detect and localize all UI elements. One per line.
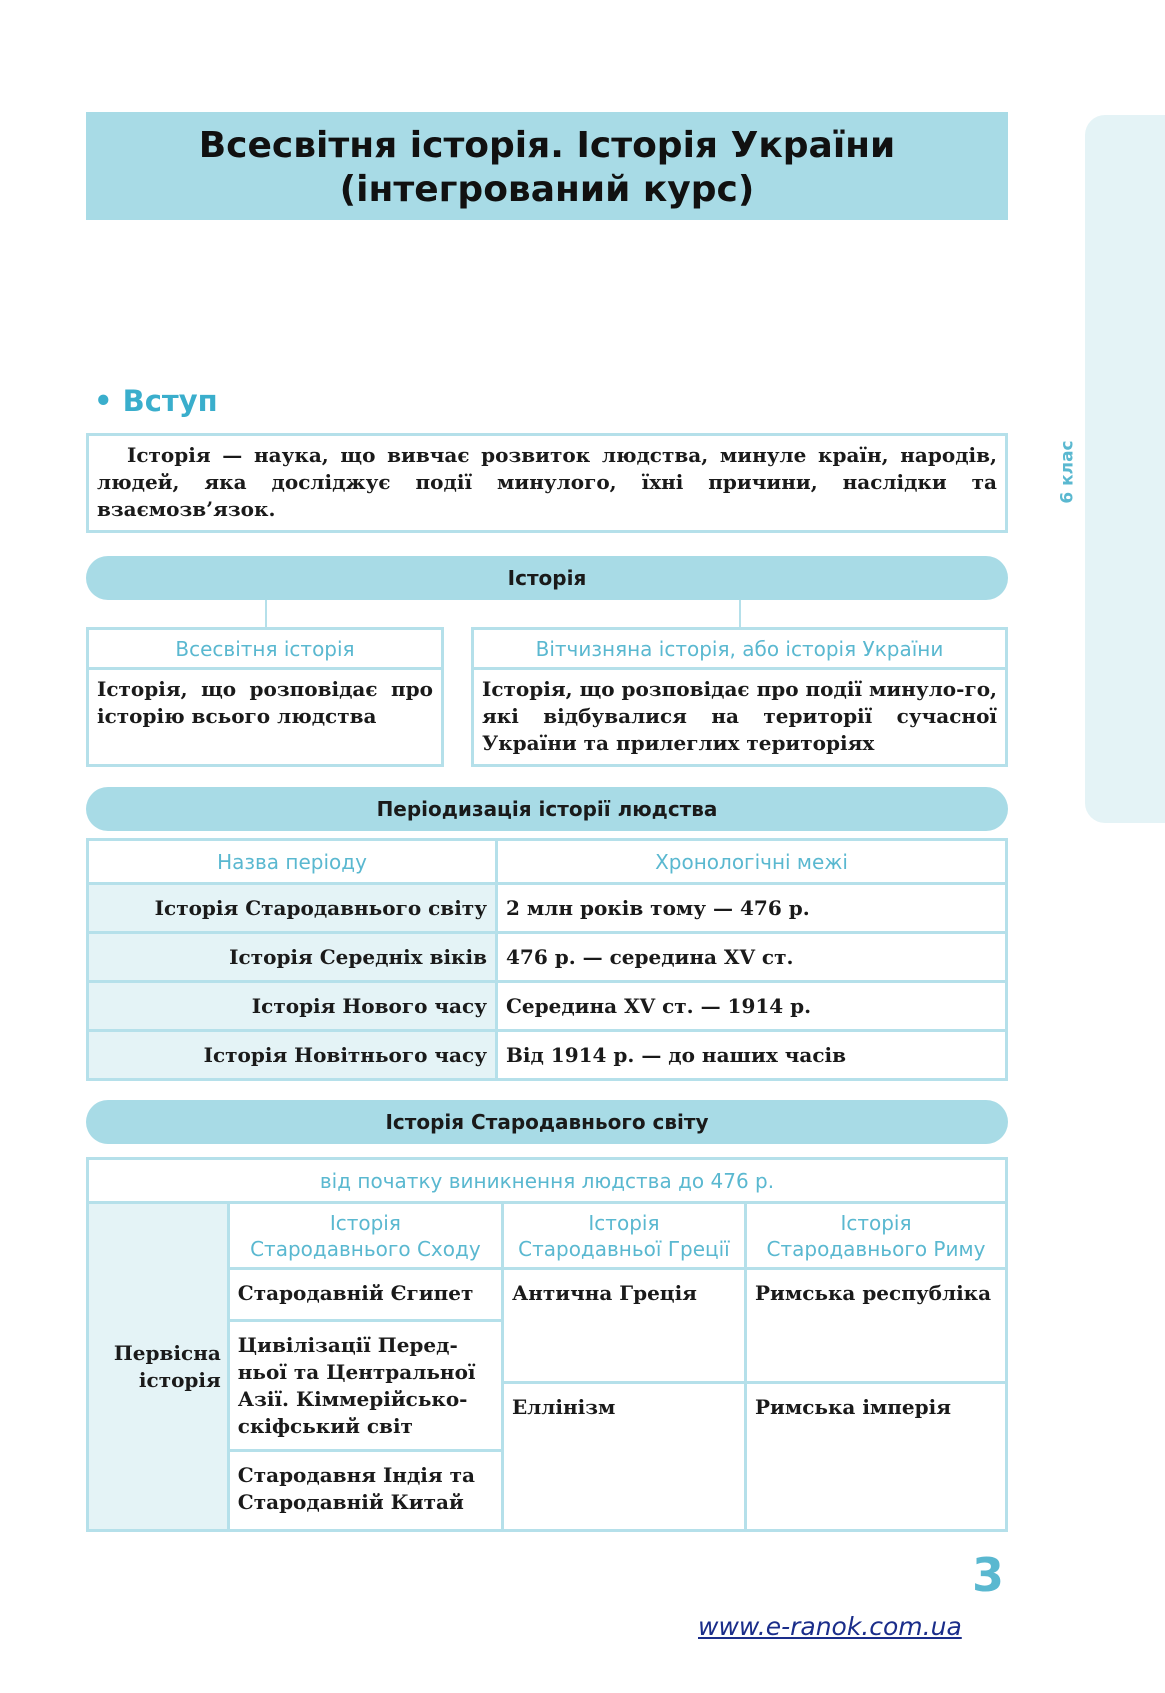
page-title <box>86 112 1008 220</box>
side-tab <box>1085 115 1165 823</box>
world-history-text: Історія, що розповідає про історію всього людства <box>97 677 433 728</box>
period-range: 476 р. — середина XV ст. <box>497 933 1007 982</box>
title-line-2: (інтегрований курс) <box>339 169 755 210</box>
definition-box <box>86 433 1008 533</box>
ancient-span-row <box>88 1159 1007 1203</box>
period-name: Історія Нового часу <box>88 982 497 1031</box>
column-header-range: Хронологічні межі <box>497 840 1007 884</box>
national-history-box <box>471 627 1008 767</box>
east-cell: Стародавня Індія та Стародавній Китай <box>228 1451 502 1531</box>
national-history-text: Історія, що розповідає про події минуло-го, які відбувалися на території сучасної України та прилеглих територіях <box>482 677 997 755</box>
period-range: Від 1914 р. — до наших часів <box>497 1031 1007 1080</box>
periodization-head-row <box>88 840 1007 884</box>
primitive-history: Первісна історія <box>88 1203 229 1531</box>
ancient-columns-row <box>88 1203 1007 1269</box>
ancient-header: Історія Стародавнього світу <box>86 1100 1008 1144</box>
east-cell: Стародавній Єгипет <box>228 1269 502 1321</box>
ancient-span: від початку виникнення людства до 476 р. <box>88 1159 1007 1203</box>
table-row <box>88 884 1007 933</box>
period-name: Історія Новітнього часу <box>88 1031 497 1080</box>
grade-label <box>1048 432 1088 512</box>
ancient-table <box>86 1157 1008 1532</box>
period-name: Історія Середніх віків <box>88 933 497 982</box>
column-header-greece: Історія Стародавньої Греції <box>502 1203 745 1269</box>
column-header-rome: Історія Стародавнього Риму <box>745 1203 1006 1269</box>
definition-text: Історія — наука, що вивчає розвиток людства, минуле країн, народів, людей, яка досліджує події минулого, їхні причини, наслідки та взаємозв’язок. <box>97 443 997 521</box>
period-name: Історія Стародавнього світу <box>88 884 497 933</box>
period-range: Середина XV ст. — 1914 р. <box>497 982 1007 1031</box>
periodization-table <box>86 838 1008 1081</box>
column-header-east: Історія Стародавнього Сходу <box>228 1203 502 1269</box>
table-row <box>88 982 1007 1031</box>
rome-cell: Римська республіка <box>745 1269 1006 1383</box>
east-cell: Цивілізації Перед-ньої та Центральної Азії. Кіммерійсько-скіфський світ <box>228 1321 502 1451</box>
intro-heading: • Вступ <box>94 384 218 418</box>
periodization-header: Періодизація історії людства <box>86 787 1008 831</box>
rome-cell: Римська імперія <box>745 1383 1006 1531</box>
history-header: Історія <box>86 556 1008 600</box>
table-row <box>88 933 1007 982</box>
publisher-link[interactable]: www.e-ranok.com.ua <box>698 1612 962 1641</box>
page-number: 3 <box>972 1548 1005 1602</box>
world-history-box <box>86 627 444 767</box>
world-history-title: Всесвітня історія <box>89 630 441 670</box>
greece-cell: Еллінізм <box>502 1383 745 1531</box>
period-range: 2 млн років тому — 476 р. <box>497 884 1007 933</box>
title-line-1: Всесвітня історія. Історія України <box>198 125 896 166</box>
table-row <box>88 1031 1007 1080</box>
greece-cell: Антична Греція <box>502 1269 745 1383</box>
national-history-title: Вітчизняна історія, або історія України <box>474 630 1005 670</box>
grade-label-text: 6 клас <box>1058 440 1079 504</box>
column-header-period: Назва періоду <box>88 840 497 884</box>
